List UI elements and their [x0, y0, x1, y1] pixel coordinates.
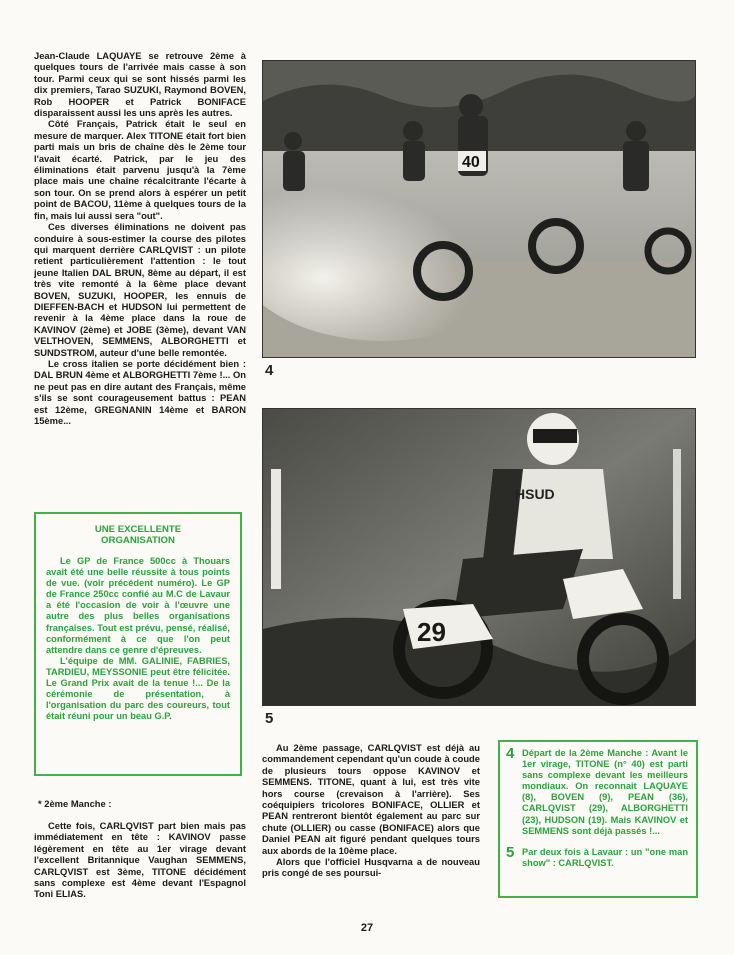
photo-jersey-text: HSUD [515, 486, 555, 502]
organisation-box [34, 512, 242, 776]
caption-item [506, 745, 688, 837]
paragraph: Au 2ème passage, CARLQVIST est déjà au commandement cependant qu'un coude à coude de plusieurs tours oppose KAVINOV et SEMMENS. TITONE, quant à lui, est très vite hors course (crevaison à l'arrière). Ses coéquipiers tricolores BONIFACE, OLLIER et PEAN rentreront bientôt également au parc sur chute (OLLIER) ou casse (BONIFACE) alors que Daniel PEAN ait figuré pendant quelques tours aux abords de la 10ème place. [262, 742, 480, 856]
photo-number-5: 5 [265, 710, 274, 727]
left-column-text [34, 50, 246, 426]
caption-text: Par deux fois à Lavaur : un "one man show" : CARLQVIST. [522, 846, 688, 868]
caption-number: 5 [506, 843, 515, 861]
box-paragraph: L'équipe de MM. GALINIE, FABRIES, TARDIEU, MEYSSONIE peut être félicitée. Le Grand Prix avait de la tenue !... De la cérémonie de présentation, à l'organisation du parc des coureurs, tout était réuni pour un beau G.P. [46, 655, 230, 722]
photo-carlqvist-image [263, 409, 695, 705]
paragraph: Cette fois, CARLQVIST part bien mais pas immédiatement en tête : KAVINOV passe légèrement en tête au 1er virage devant l'excellent Britannique Vaughan SEMMENS, CARLQVIST est 3ème, TITONE décidément sans complexe est 4ème devant l'Espagnol Toni ELIAS. [34, 820, 246, 900]
middle-column-text [262, 742, 480, 879]
photo-plate-40: 40 [462, 154, 480, 171]
paragraph: Alors que l'officiel Husqvarna a de nouveau pris congé de ses poursui- [262, 856, 480, 879]
box-title-line2: ORGANISATION [101, 535, 175, 546]
photo-race-start-image [263, 61, 695, 357]
photo-race-start [262, 60, 696, 358]
caption-item [506, 843, 688, 869]
page-number: 27 [360, 922, 374, 934]
box-paragraph: Le GP de France 500cc à Thouars avait été une belle réussite à tous points de vue. (voir précédent numéro). Le GP de France 250cc confié au M.C de Lavaur a été l'occasion de voir à l'œuvre une autre des plus belles organisations françaises. Tout est prévu, pensé, réalisé, conformément à ce que l'on peut attendre dans ce genre d'épreuves. [46, 556, 230, 655]
photo-carlqvist [262, 408, 696, 706]
photo-captions-box [498, 740, 698, 898]
manche-text [34, 820, 246, 900]
paragraph: Côté Français, Patrick était le seul en mesure de marquer. Alex TITONE était fort bien parti mais un bris de chaîne dès le 2ème tour l'avait écarté. Patrick, par le jeu des éliminations était parvenu jusqu'à la 7ème place mais une chaîne récalcitrante l'écarte à son tour. On se prend alors à espérer un petit point de BACOU, 11ème à quelques tours de la fin, mais lui aussi sera "out". [34, 118, 246, 221]
caption-number: 4 [506, 745, 515, 762]
box-title [46, 524, 230, 546]
box-title-line1: UNE EXCELLENTE [94, 524, 182, 535]
paragraph: Le cross italien se porte décidément bien : DAL BRUN 4ème et ALBORGHETTI 7ème !... On ne peut pas en dire autant des Français, même s'ils se sont courageusement battus : PEAN est 12ème, GREGNANIN 14ème et BARON 15ème... [34, 357, 247, 426]
paragraph: Jean-Claude LAQUAYE se retrouve 2ème à quelques tours de l'arrivée mais casse à son tour. Parmi ceux qui se sont hissés parmi les dix premiers, Tarao SUZUKI, Raymond BOVEN, Rob HOOPER et Patrick BONIFACE disparaissent aussi les uns après les autres. [34, 50, 246, 119]
paragraph: Ces diverses éliminations ne doivent pas conduire à sous-estimer la course des pilotes qui marquent derrière CARLQVIST : un pilote retient particulièrement l'attention : le tout jeune Italien DAL BRUN, 8ème au départ, il est très vite remonté à la 6ème place devant BOVEN, SUZUKI, HOOPER, les ennuis de DIEFFEN-BACH et HUDSON lui permettent de revenir à la 4ème place dans la roue de KAVINOV (2ème) et JOBE (3ème), devant VAN VELTHOVEN, SEMMENS, ALBORGHETTI et SUNDSTROM, auteur d'une belle remontée. [34, 221, 246, 358]
section-heading: * 2ème Manche : [38, 798, 112, 809]
caption-text: Départ de la 2ème Manche : Avant le 1er virage, TITONE (n° 40) est parti sans complexe devant les meilleurs mondiaux. On reconnait LAQUAYE (8), BOVEN (9), PEAN (36), CARLQVIST (29), ALBORGHETTI (23), HUDSON (19). Mais KAVINOV et SEMMENS sont déjà passés !... [522, 748, 688, 836]
photo-number-4: 4 [265, 362, 274, 379]
photo-plate-29: 29 [417, 617, 446, 647]
